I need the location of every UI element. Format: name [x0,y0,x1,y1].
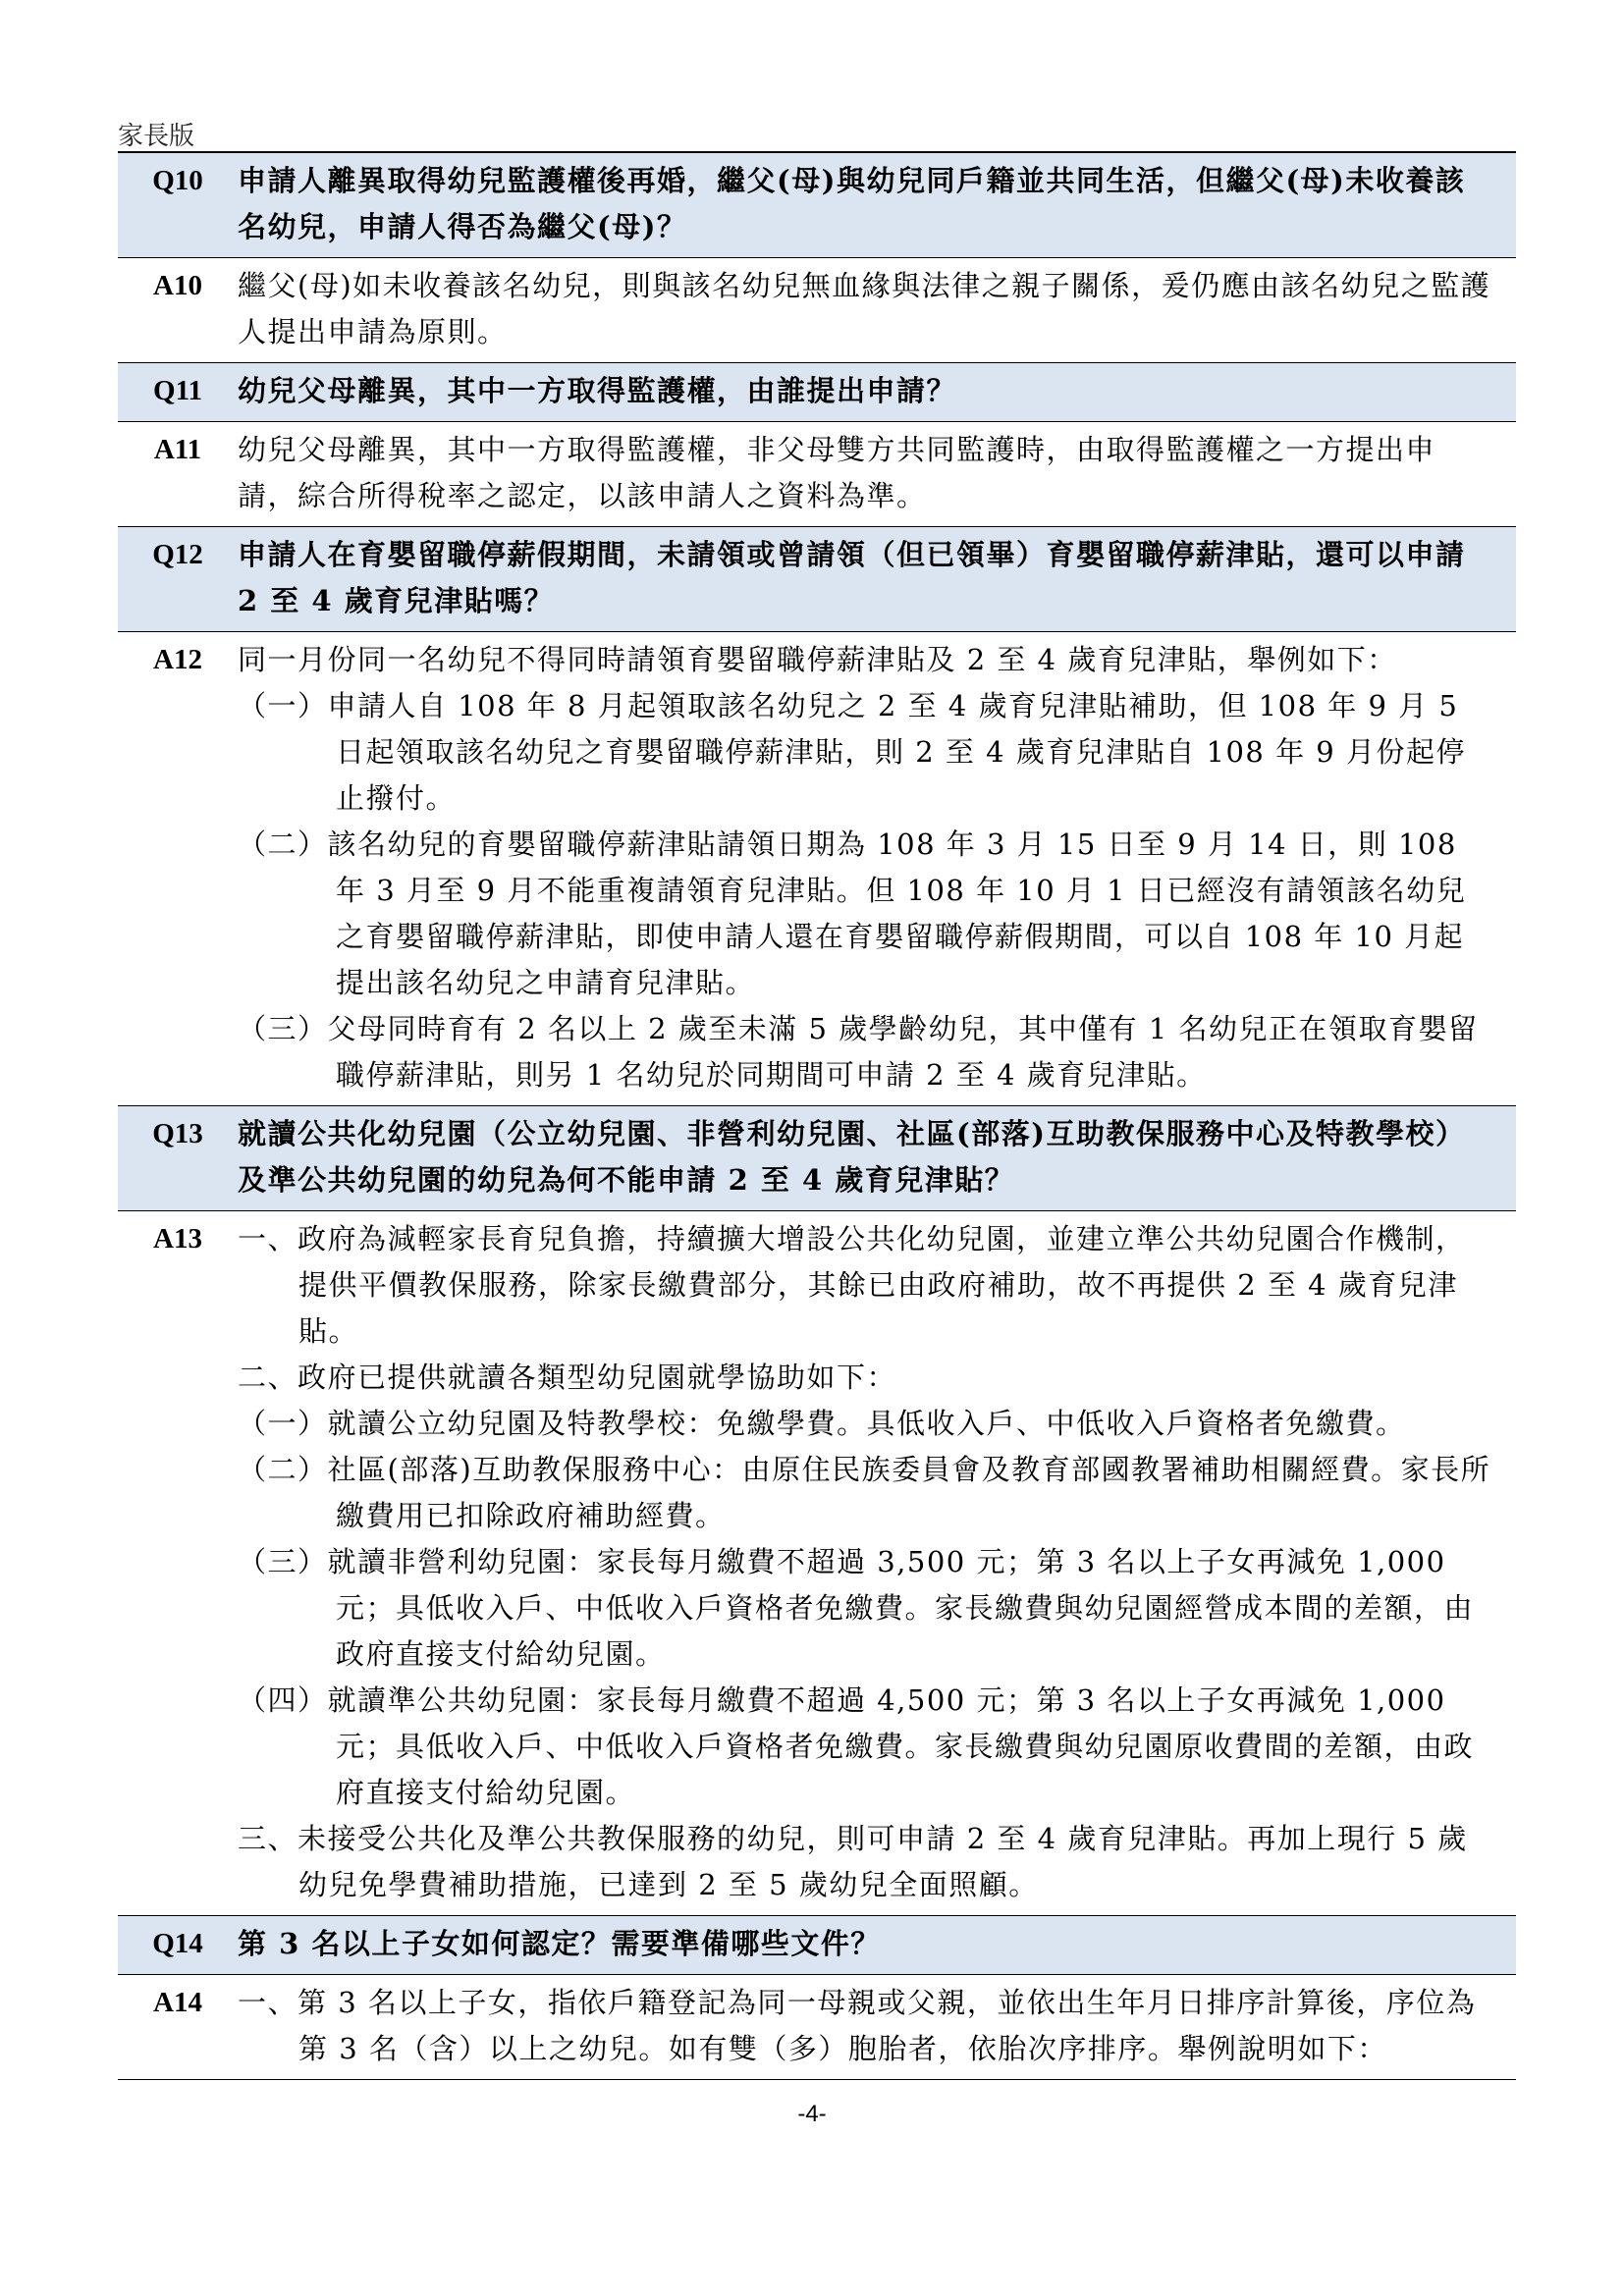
paragraph: （二）社區(部落)互助教保服務中心：由原住民族委員會及教育部國教署補助相關經費。家長所繳費用已扣除政府補助經費。 [238,1453,1491,1532]
question-row [118,527,1516,632]
question-text [238,1916,1516,1974]
question-row [118,153,1516,258]
paragraph: 申請人在育嬰留職停薪假期間，未請領或曾請領（但已領畢）育嬰留職停薪津貼，還可以申請 2 至 4 歲育兒津貼嗎？ [238,538,1466,617]
question-label: Q11 [153,375,202,406]
answer-row [118,632,1516,1106]
page-number: -4- [797,2101,827,2127]
paragraph: （一）就讀公立幼兒園及特教學校：免繳學費。具低收入戶、中低收入戶資格者免繳費。 [238,1407,1406,1440]
answer-text [238,258,1516,362]
question-text [238,153,1516,257]
answer-row [118,258,1516,363]
qa-table [118,151,1516,2080]
paragraph: （二）該名幼兒的育嬰留職停薪津貼請領日期為 108 年 3 月 15 日至 9 月 14 日，則 108 年 3 月至 9 月不能重複請領育兒津貼。但 108 年 10 月 1 日已經沒有請領該名幼兒之育嬰留職停薪津貼，即使申請人還在育嬰留職停薪假期間，可以自 108 年 10 月起提出該名幼兒之申請育兒津貼。 [238,828,1467,999]
paragraph: 申請人離異取得幼兒監護權後再婚，繼父(母)與幼兒同戶籍並共同生活，但繼父(母)未收養該名幼兒，申請人得否為繼父(母)？ [238,164,1466,243]
paragraph: 二、政府已提供就讀各類型幼兒園就學協助如下： [238,1361,897,1394]
question-row [118,1106,1516,1211]
paragraph: 繼父(母)如未收養該名幼兒，則與該名幼兒無血緣與法律之親子關係，爰仍應由該名幼兒之監護人提出申請為原則。 [238,269,1491,348]
paragraph: 幼兒父母離異，其中一方取得監護權，由誰提出申請？ [238,374,957,407]
question-label: Q12 [152,539,203,570]
paragraph: 一、政府為減輕家長育兒負擔，持續擴大增設公共化幼兒園，並建立準公共幼兒園合作機制，提供平價教保服務，除家長繳費部分，其餘已由政府補助，故不再提供 2 至 4 歲育兒津貼。 [238,1222,1466,1348]
paragraph: （四）就讀準公共幼兒園：家長每月繳費不超過 4,500 元；第 3 名以上子女再減免 1,000 元；具低收入戶、中低收入戶資格者免繳費。家長繳費與幼兒園原收費間的差額，由政府直接支付給幼兒園。 [238,1683,1475,1809]
answer-text [238,1975,1516,2079]
question-label: Q10 [152,165,203,196]
question-text [238,527,1516,631]
answer-text [238,1211,1516,1915]
answer-label: A12 [153,644,202,675]
paragraph: （三）就讀非營利幼兒園：家長每月繳費不超過 3,500 元；第 3 名以上子女再減免 1,000 元；具低收入戶、中低收入戶資格者免繳費。家長繳費與幼兒園經營成本間的差額，由政府直接支付給幼兒園。 [238,1545,1475,1671]
paragraph: 三、未接受公共化及準公共教保服務的幼兒，則可申請 2 至 4 歲育兒津貼。再加上現行 5 歲幼兒免學費補助措施，已達到 2 至 5 歲幼兒全面照顧。 [238,1822,1468,1901]
paragraph: 第 3 名以上子女如何認定？需要準備哪些文件？ [238,1927,881,1960]
answer-row [118,1975,1516,2080]
paragraph: （一）申請人自 108 年 8 月起領取該名幼兒之 2 至 4 歲育兒津貼補助，但 108 年 9 月 5 日起領取該名幼兒之育嬰留職停薪津貼，則 2 至 4 歲育兒津貼自 108 年 9 月份起停止撥付。 [238,689,1466,815]
question-row [118,1916,1516,1975]
answer-label: A14 [153,1987,202,2018]
question-text [238,363,1516,421]
paragraph: （三）父母同時育有 2 名以上 2 歲至未滿 5 歲學齡幼兒，其中僅有 1 名幼兒正在領取育嬰留職停薪津貼，則另 1 名幼兒於同期間可申請 2 至 4 歲育兒津貼。 [238,1012,1479,1092]
paragraph: 同一月份同一名幼兒不得同時請領育嬰留職停薪津貼及 2 至 4 歲育兒津貼，舉例如下： [238,643,1397,676]
answer-label: A13 [153,1223,202,1255]
answer-text [238,422,1516,526]
answer-row [118,422,1516,527]
paragraph: 幼兒父母離異，其中一方取得監護權，非父母雙方共同監護時，由取得監護權之一方提出申請，綜合所得稅率之認定，以該申請人之資料為準。 [238,433,1436,512]
question-row [118,363,1516,422]
paragraph: 就讀公共化幼兒園（公立幼兒園、非營利幼兒園、社區(部落)互助教保服務中心及特教學校）及準公共幼兒園的幼兒為何不能申請 2 至 4 歲育兒津貼？ [238,1117,1466,1197]
paragraph: 一、第 3 名以上子女，指依戶籍登記為同一母親或父親，並依出生年月日排序計算後，序位為第 3 名（含）以上之幼兒。如有雙（多）胞胎者，依胎次序排序。舉例說明如下： [238,1986,1477,2065]
question-text [238,1106,1516,1210]
answer-label: A10 [153,270,202,301]
page-header: 家長版 [118,122,195,151]
question-label: Q14 [152,1928,203,1959]
answer-label: A11 [153,434,202,465]
question-label: Q13 [152,1118,203,1149]
answer-text [238,632,1516,1105]
answer-row [118,1211,1516,1916]
